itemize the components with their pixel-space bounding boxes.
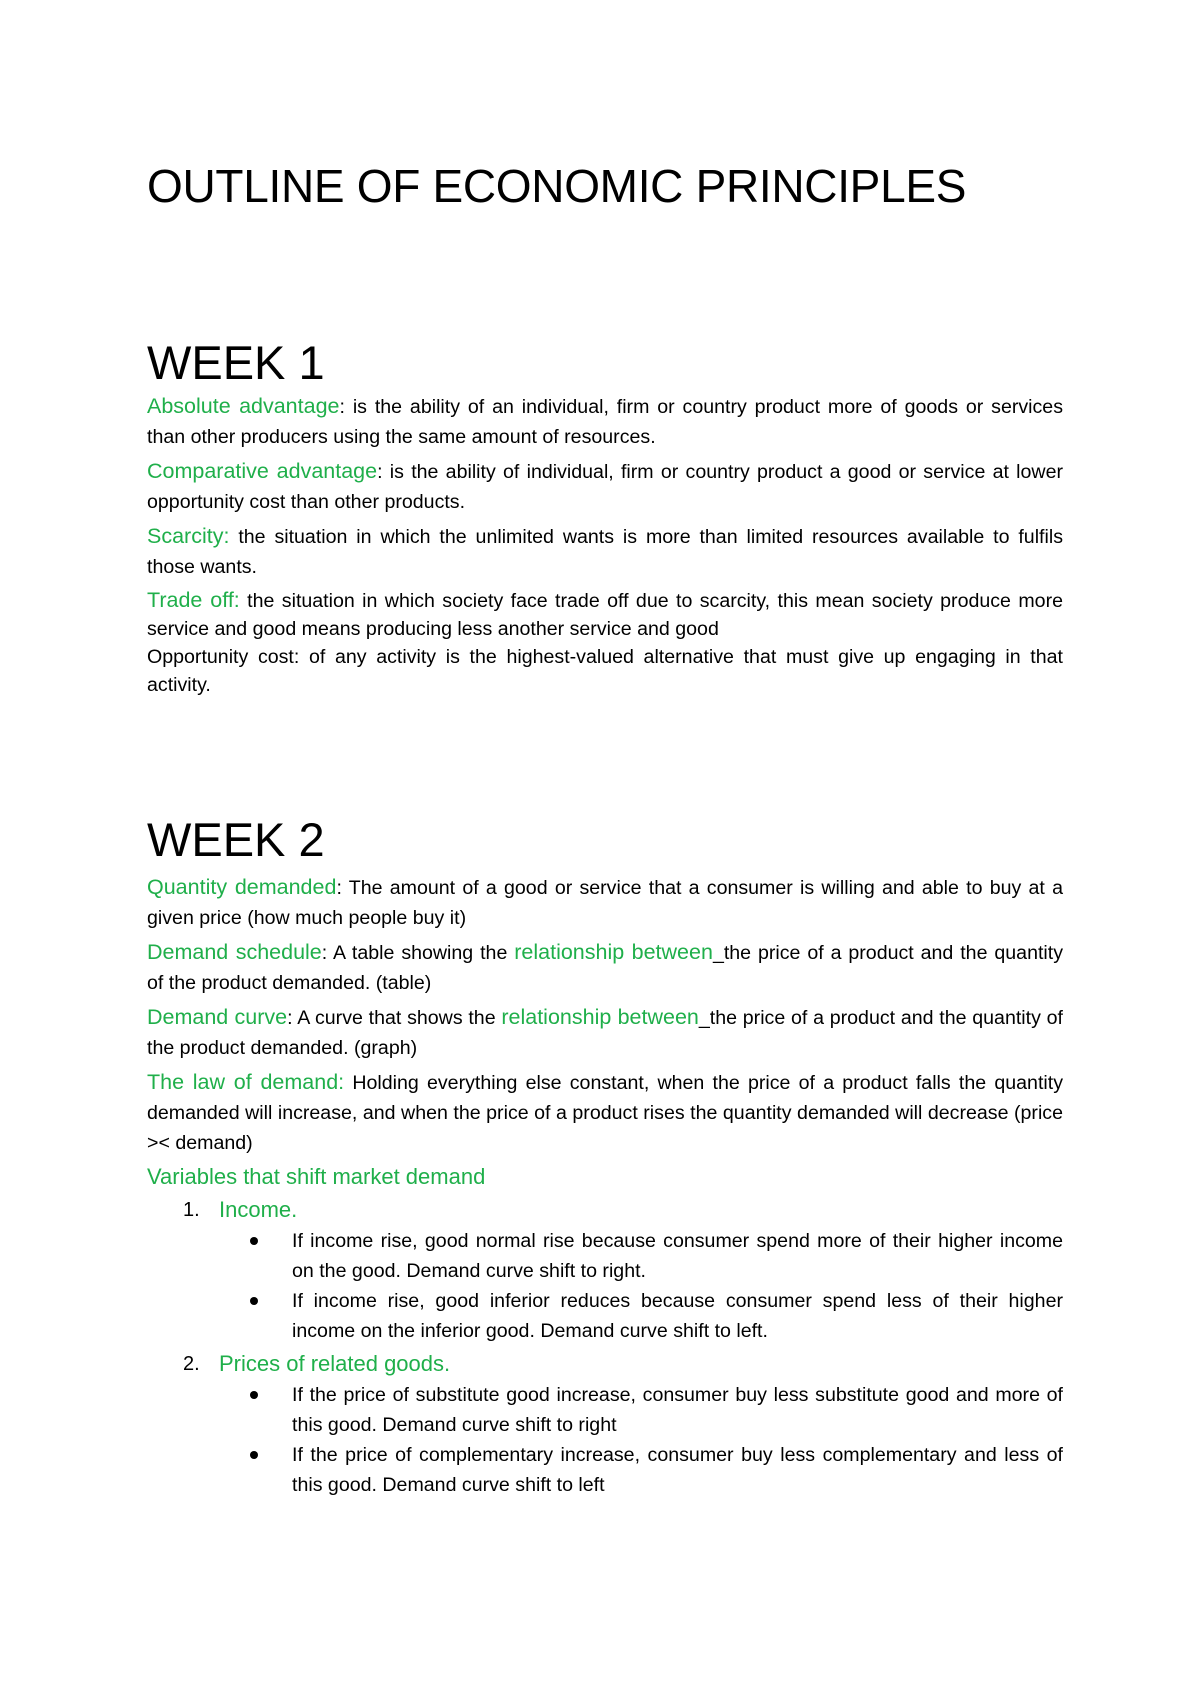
term-label: Demand schedule (147, 940, 322, 964)
list-number: 1. (183, 1199, 200, 1221)
definition-scarcity (147, 521, 1063, 582)
term-label: Absolute advantage (147, 394, 340, 418)
definition-text: Holding everything else constant, when the price of a product falls the quantity demanded will increase, and when the price of a product rises the quantity demanded will decrease (price >< demand) (147, 1072, 1063, 1154)
document-page (147, 0, 1063, 1698)
bullet-icon (250, 1237, 258, 1245)
definition-opportunity-cost: Opportunity cost: of any activity is the highest-valued alternative that must give up engaging in that activity. (147, 646, 1063, 696)
definition-demand-schedule: Demand schedule: A table showing the relationship between_the price of a product and the quantity of the product demanded. (table) (147, 940, 1063, 994)
highlight-text: relationship between (501, 1005, 699, 1029)
list-item: If income rise, good inferior reduces because consumer spend less of their higher income on the inferior good. Demand curve shift to left. (147, 1286, 1063, 1346)
term-label: Comparative advantage (147, 459, 378, 483)
document-title: OUTLINE OF ECONOMIC PRINCIPLES (147, 160, 967, 212)
bullet-icon (250, 1451, 258, 1459)
highlight-text: relationship between (514, 940, 713, 964)
income-bullet-list (147, 1226, 1063, 1346)
term-label: The law of demand: (147, 1070, 345, 1094)
list-number: 2. (183, 1353, 200, 1375)
definition-text: is the ability of individual, firm or country product a good or service at lower opportunity cost than other products. (147, 461, 1063, 513)
term-label: Scarcity: (147, 524, 230, 548)
variable-label: Prices of related goods. (219, 1351, 451, 1376)
list-item: If the price of substitute good increase, consumer buy less substitute good and more of this good. Demand curve shift to right (147, 1380, 1063, 1440)
definition-quantity-demanded: Quantity demanded: The amount of a good or service that a consumer is willing and able to buy at a given price (how much people buy it) (147, 875, 1063, 929)
week-1-heading: WEEK 1 (147, 336, 325, 389)
definition-text: is the ability of an individual, firm or country product more of goods or services than other producers using the same amount of resources. (147, 396, 1064, 448)
definition-text: The amount of a good or service that a consumer is willing and able to buy at a given price (how much people buy it) (147, 877, 1063, 929)
definition-absolute-advantage: Absolute advantage: is the ability of an individual, firm or country product more of goods or services than other producers using the same amount of resources. (147, 394, 1064, 448)
definition-demand-curve: Demand curve: A curve that shows the relationship between_the price of a product and the quantity of the product demanded. (graph) (147, 1005, 1063, 1059)
term-label: Demand curve (147, 1005, 288, 1029)
related-goods-bullet-list (147, 1380, 1063, 1500)
week-2-content (147, 872, 1063, 1500)
week-1-content (147, 391, 1063, 699)
definition-text: the situation in which the unlimited wants is more than limited resources available to fulfils those wants. (147, 526, 1063, 578)
variable-label: Income. (219, 1197, 298, 1222)
week-2-heading: WEEK 2 (147, 813, 325, 866)
term-label: Quantity demanded (147, 875, 337, 899)
bullet-icon (250, 1391, 258, 1399)
list-item: If income rise, good normal rise because consumer spend more of their higher income on the good. Demand curve shift to right. (147, 1226, 1063, 1286)
variable-item-income (147, 1194, 1063, 1226)
bullet-icon (250, 1297, 258, 1305)
variables-heading: Variables that shift market demand (147, 1164, 486, 1189)
definition-comparative-advantage: Comparative advantage: is the ability of individual, firm or country product a good or service at lower opportunity cost than other products. (147, 459, 1063, 513)
definition-trade-off (147, 586, 1063, 643)
variable-item-related-goods (147, 1348, 1063, 1380)
definition-text: the situation in which society face trade off due to scarcity, this mean society produce more service and good means producing less another service and good (147, 590, 1063, 640)
definition-law-of-demand (147, 1067, 1063, 1158)
list-item: If the price of complementary increase, consumer buy less complementary and less of this good. Demand curve shift to left (147, 1440, 1063, 1500)
term-label: Trade off: (147, 588, 240, 612)
